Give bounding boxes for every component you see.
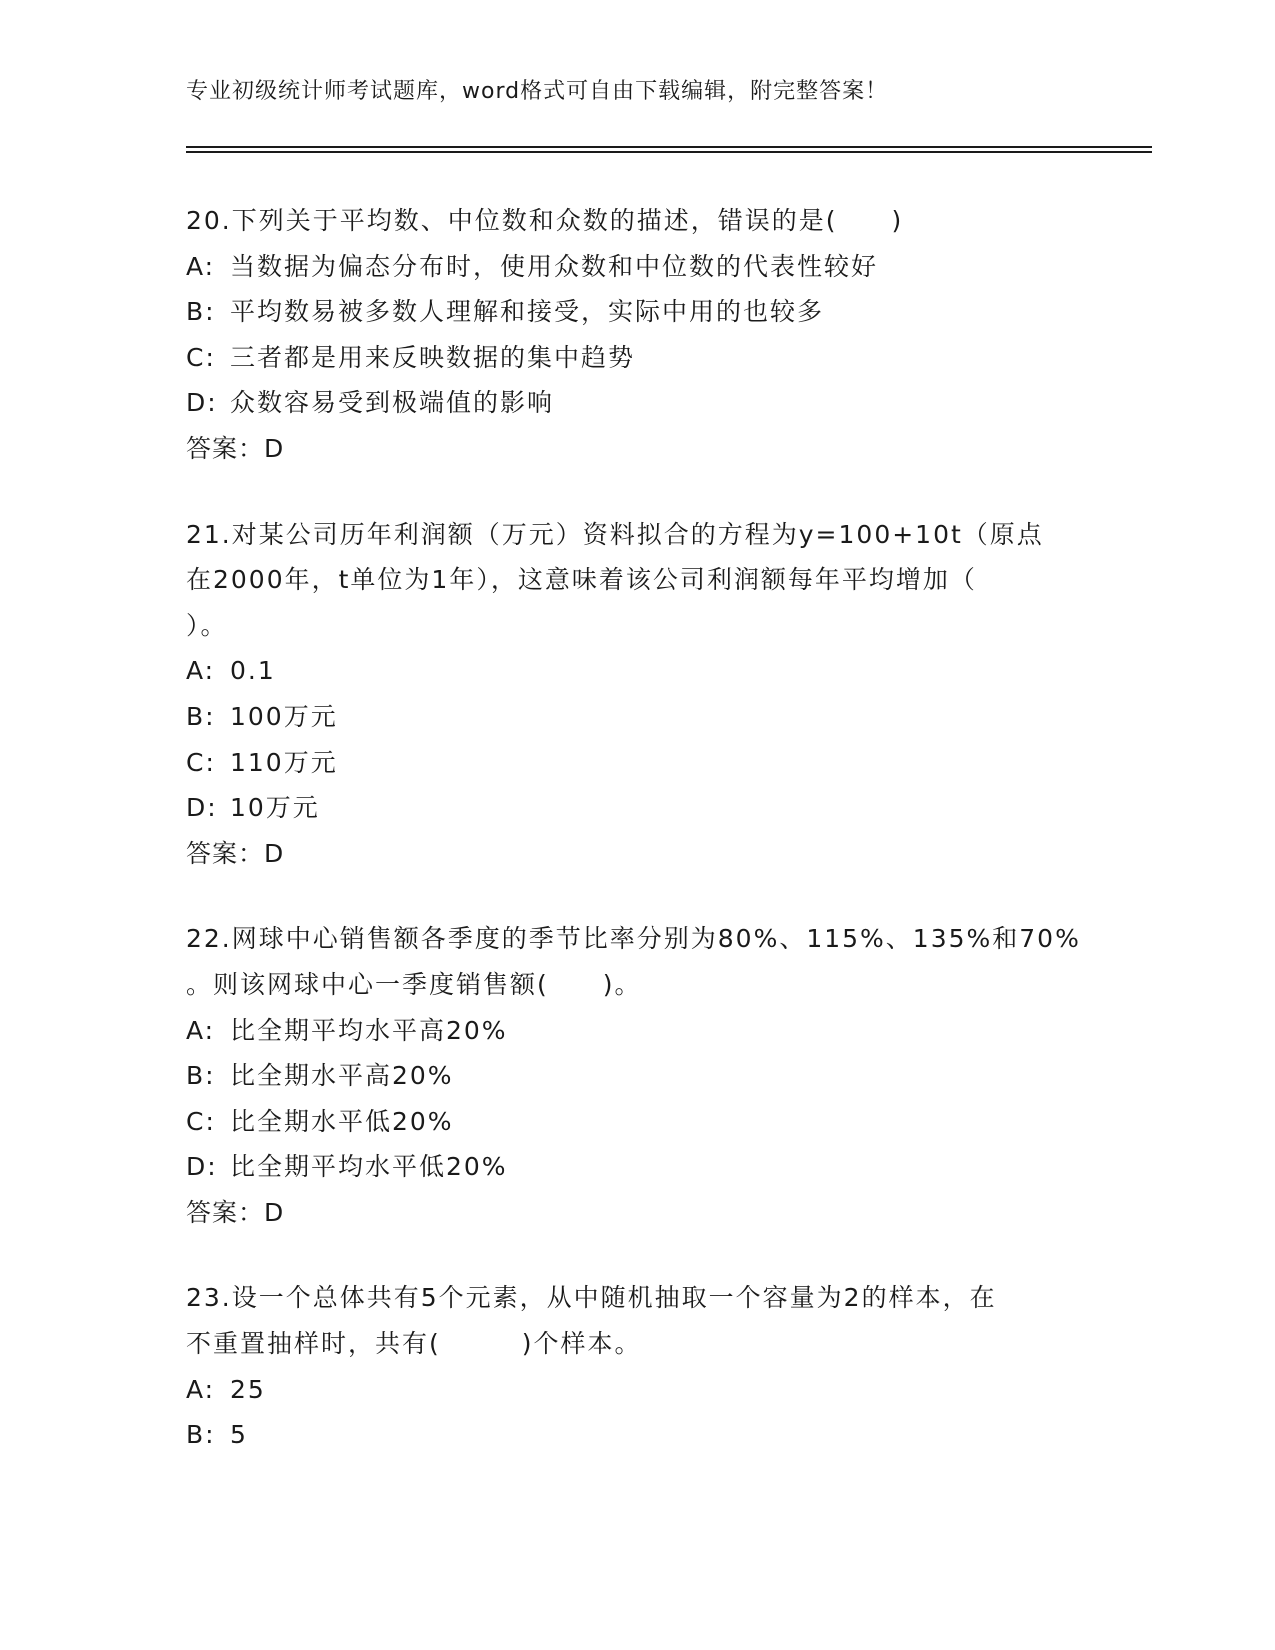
question-stem-line: 不重置抽样时，共有( )个样本。 — [186, 1329, 642, 1359]
option-key: B: — [186, 297, 216, 327]
option-text: 5 — [230, 1420, 248, 1450]
answer-line: 答案：D — [186, 838, 285, 868]
option-row — [186, 335, 1086, 381]
option-text: 众数容易受到极端值的影响 — [230, 388, 555, 418]
question-list — [186, 198, 1086, 1498]
option-text: 比全期水平高20% — [230, 1061, 454, 1091]
question-block — [186, 512, 1086, 877]
option-text: 平均数易被多数人理解和接受，实际中用的也较多 — [230, 297, 825, 327]
option-row — [186, 380, 1086, 426]
option-key: A: — [186, 1015, 216, 1045]
option-row — [186, 1008, 1086, 1054]
option-row — [186, 785, 1086, 831]
option-row — [186, 1144, 1086, 1190]
answer-line: 答案：D — [186, 433, 285, 463]
option-row — [186, 1412, 1086, 1458]
header-rule-top — [186, 146, 1152, 148]
option-key: A: — [186, 251, 216, 281]
option-key: C: — [186, 1106, 216, 1136]
option-key: A: — [186, 656, 216, 686]
question-stem-line: 在2000年，t单位为1年），这意味着该公司利润额每年平均增加（ — [186, 565, 977, 595]
option-key: B: — [186, 701, 216, 731]
option-row — [186, 1099, 1086, 1145]
option-text: 110万元 — [230, 747, 338, 777]
option-text: 0.1 — [230, 656, 276, 686]
option-row — [186, 1367, 1086, 1413]
option-row — [186, 244, 1086, 290]
question-block — [186, 916, 1086, 1235]
option-row — [186, 648, 1086, 694]
option-text: 当数据为偏态分布时，使用众数和中位数的代表性较好 — [230, 251, 879, 281]
option-key: D: — [186, 793, 218, 823]
option-text: 比全期平均水平低20% — [230, 1152, 508, 1182]
question-stem-line: 23.设一个总体共有5个元素，从中随机抽取一个容量为2的样本，在 — [186, 1283, 997, 1313]
option-key: D: — [186, 388, 218, 418]
question-stem-line: 22.网球中心销售额各季度的季节比率分别为80%、115%、135%和70% — [186, 924, 1081, 954]
option-row — [186, 1053, 1086, 1099]
question-stem-line: 21.对某公司历年利润额（万元）资料拟合的方程为y=100+10t（原点 — [186, 519, 1044, 549]
option-row — [186, 740, 1086, 786]
option-text: 100万元 — [230, 701, 338, 731]
question-block — [186, 198, 1086, 472]
question-block — [186, 1275, 1086, 1457]
option-key: C: — [186, 342, 216, 372]
option-row — [186, 289, 1086, 335]
option-text: 比全期水平低20% — [230, 1106, 454, 1136]
question-stem-line: 20.下列关于平均数、中位数和众数的描述，错误的是( ) — [186, 206, 904, 235]
option-key: B: — [186, 1420, 216, 1450]
option-text: 25 — [230, 1374, 266, 1404]
question-stem-line: 。则该网球中心一季度销售额( )。 — [186, 969, 642, 999]
question-stem-line: ）。 — [186, 610, 228, 640]
option-row — [186, 694, 1086, 740]
option-key: C: — [186, 747, 216, 777]
header-rule-bottom — [186, 151, 1152, 153]
option-text: 比全期平均水平高20% — [230, 1015, 508, 1045]
option-key: B: — [186, 1061, 216, 1091]
option-key: A: — [186, 1374, 216, 1404]
document-header: 专业初级统计师考试题库，word格式可自由下载编辑，附完整答案！ — [186, 79, 889, 104]
option-key: D: — [186, 1152, 218, 1182]
option-text: 三者都是用来反映数据的集中趋势 — [230, 342, 636, 372]
answer-line: 答案：D — [186, 1197, 285, 1227]
option-text: 10万元 — [230, 793, 320, 823]
